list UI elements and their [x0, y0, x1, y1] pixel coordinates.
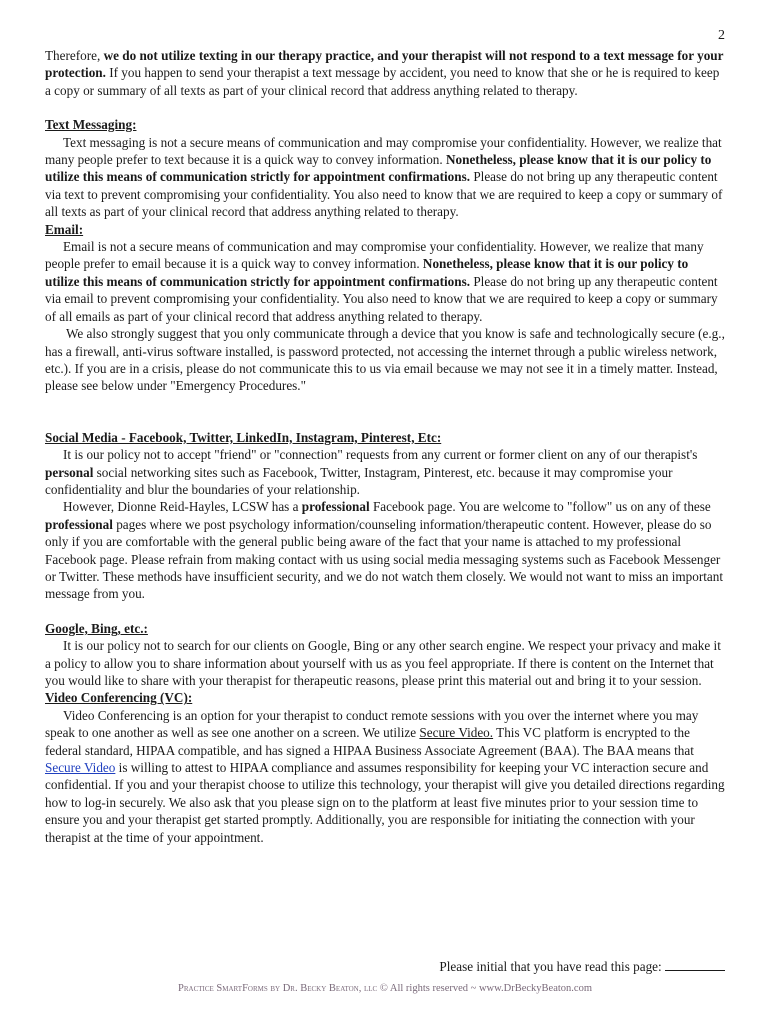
- text-messaging-text: Text messaging is not a secure means of communication and may compromise your confidentiality. However, we realize that many people prefer to text because it is a quick way to convey information.: [45, 134, 722, 168]
- email-paragraph: [45, 238, 725, 325]
- text-messaging-bold: Nonetheless, please know that it is our policy to utilize this means of communication strictly for appointment confirmations.: [45, 152, 712, 185]
- video-conferencing-heading: Video Conferencing (VC):: [45, 690, 193, 706]
- social-media-heading: Social Media - Facebook, Twitter, LinkedIn, Instagram, Pinterest, Etc:: [45, 429, 442, 445]
- social-media-p2-text: However, Dionne Reid-Hayles, LCSW has a: [63, 499, 302, 515]
- intro-text-2: If you happen to send your therapist a text message by accident, you need to know that she or he is required to keep a copy or summary of all texts as part of your clinical record that address anything related to therapy.: [45, 65, 720, 98]
- email-heading: Email:: [45, 221, 84, 237]
- intro-paragraph: [45, 47, 725, 99]
- video-conferencing-paragraph: [45, 707, 725, 846]
- social-media-p2-text-3: pages where we post psychology information/counseling information/therapeutic content. However, please do so only if you are comfortable with the general public being aware of the fact that your name is attached to my professional Facebook page. Please refrain from making contact with us using social media messaging systems such as Facebook Messenger or Twitter. These methods have insufficient security, and we do not watch them closely. We would not want to miss an important message from you.: [45, 516, 724, 602]
- secure-video-link[interactable]: Secure Video: [45, 760, 116, 776]
- video-text-2: This VC platform is encrypted to the federal standard, HIPAA compatible, and has signed a HIPAA Business Associate Agreement (BAA). The BAA means that: [45, 725, 694, 758]
- video-text-3: is willing to attest to HIPAA compliance and assumes responsibility for keeping your VC interaction secure and confidential. If you and your therapist choose to utilize this technology, your therapist will give you detailed directions regarding how to log-in securely. We also ask that you please sign on to the platform at least five minutes prior to your session time to ensure you and your therapist get started promptly. Additionally, you are responsible for initiating the connection with your therapist at the time of your appointment.: [45, 760, 725, 845]
- social-media-p2-bold: professional: [301, 499, 370, 515]
- social-media-text: It is our policy not to accept "friend" or "connection" requests from any current or former client on any of our therapist's: [63, 447, 698, 463]
- document-body: [45, 47, 725, 846]
- social-media-paragraph: [45, 446, 725, 498]
- text-messaging-heading: Text Messaging:: [45, 117, 137, 133]
- social-media-bold: personal: [45, 464, 94, 480]
- social-media-text-2: social networking sites such as Facebook, Twitter, Instagram, Pinterest, etc. because it may compromise your confidentiality and blur the boundaries of your relationship.: [45, 464, 673, 497]
- intro-text: Therefore,: [45, 48, 104, 63]
- text-messaging-paragraph: [45, 134, 725, 221]
- text-messaging-text-2: Please do not bring up any therapeutic content via text to prevent compromising your confidentiality. You also need to know that we are required to keep a copy or summary of all texts as part of your clinical record that address anything related to therapy.: [45, 169, 723, 220]
- email-bold: Nonetheless, please know that it is our policy to utilize this means of communication strictly for appointment confirmations.: [45, 256, 689, 289]
- video-text: Video Conferencing is an option for your therapist to conduct remote sessions with you over the internet where you may speak to one another as well as see one another on a screen. We utilize: [45, 707, 699, 741]
- initial-prompt: Please initial that you have read this page:: [439, 959, 662, 974]
- email-paragraph-2: We also strongly suggest that you only communicate through a device that you know is safe and technologically secure (e.g., has a firewall, anti-virus software installed, is password protected, not accessing the internet through a public wireless network, etc.). If you are in a crisis, please do not communicate this to us via email because we may not see it in a timely matter. Instead, please see below under "Emergency Procedures.": [45, 326, 725, 394]
- page-number: 2: [718, 28, 725, 43]
- footer-rights: © All rights reserved ~ www.DrBeckyBeaton.com: [377, 983, 592, 994]
- footer-author: by Dr. Becky Beaton,: [267, 983, 364, 994]
- initial-prompt-line: [439, 958, 725, 975]
- footer-brand: Practice SmartForms: [178, 983, 268, 994]
- page-footer: [0, 983, 770, 994]
- email-text: Email is not a secure means of communication and may compromise your confidentiality. However, we realize that many people prefer to email because it is a quick way to convey information.: [45, 239, 704, 272]
- social-media-p2-bold-2: professional: [45, 516, 113, 532]
- social-media-p2-text-2: Facebook page. You are welcome to "follow" us on any of these: [369, 499, 711, 515]
- initial-blank-field[interactable]: [665, 958, 725, 971]
- secure-video-text: Secure Video.: [419, 725, 494, 741]
- footer-llc: llc: [363, 983, 378, 994]
- google-heading: Google, Bing, etc.:: [45, 620, 148, 636]
- intro-bold-text: we do not utilize texting in our therapy practice, and your therapist will not respond to a text message for your protection.: [45, 48, 724, 81]
- google-paragraph: It is our policy not to search for our clients on Google, Bing or any other search engine. We respect your privacy and make it a policy to allow you to share information about yourself with us as you feel appropriate. If there is content on the Internet that you would like to share with your therapist for therapeutic reasons, please print this material out and bring it to your session.: [45, 638, 721, 688]
- email-text-2: Please do not bring up any therapeutic content via email to prevent compromising your confidentiality. You also need to know that we are required to keep a copy or summary of all emails as part of your clinical record that address anything related to therapy.: [45, 273, 718, 324]
- social-media-paragraph-2: [45, 498, 725, 602]
